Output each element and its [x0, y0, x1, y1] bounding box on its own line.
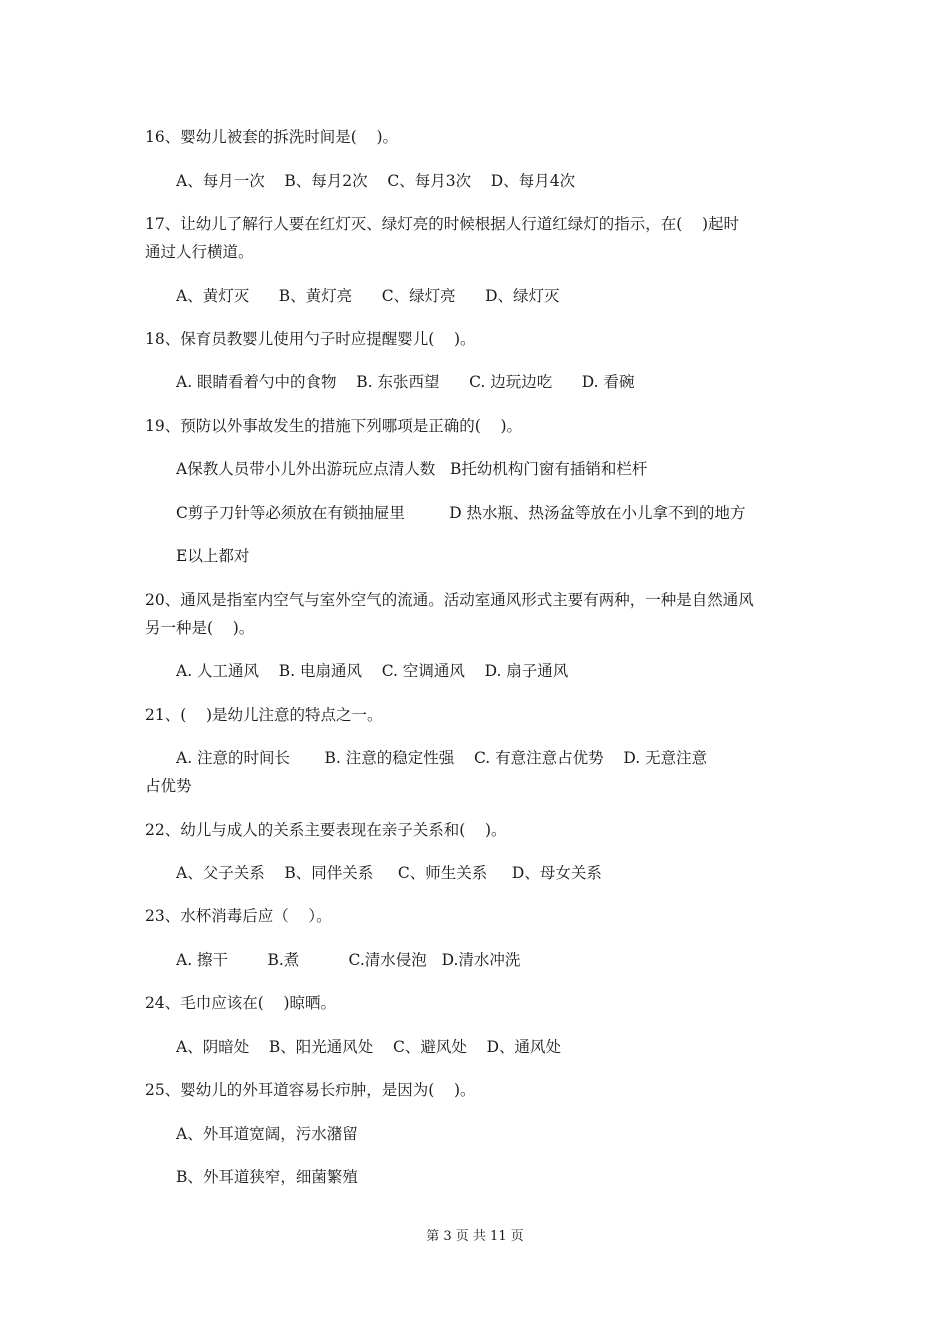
question-17: 17、让幼儿了解行人要在红灯灭、绿灯亮的时候根据人行道红绿灯的指示，在( )起时: [145, 215, 740, 233]
question-22: 22、幼儿与成人的关系主要表现在亲子关系和( )。: [145, 821, 507, 839]
question-19: 19、预防以外事故发生的措施下列哪项是正确的( )。: [145, 417, 523, 435]
question-23-options: A. 擦干 B.煮 C.清水侵泡 D.清水冲洗: [176, 951, 521, 969]
question-21-options: A. 注意的时间长 B. 注意的稳定性强 C. 有意注意占优势 D. 无意注意: [176, 749, 708, 767]
question-19-options-ab: A保教人员带小儿外出游玩应点清人数 B托幼机构门窗有插销和栏杆: [176, 460, 648, 478]
question-21: 21、( )是幼儿注意的特点之一。: [145, 706, 383, 724]
question-25-option-a: A、外耳道宽阔，污水潴留: [176, 1125, 358, 1143]
question-24-options: A、阴暗处 B、阳光通风处 C、避风处 D、通风处: [176, 1038, 561, 1056]
question-16: 16、婴幼儿被套的拆洗时间是( )。: [145, 128, 399, 146]
question-21-options-continued: 占优势: [145, 777, 192, 795]
question-20: 20、通风是指室内空气与室外空气的流通。活动室通风形式主要有两种，一种是自然通风: [145, 591, 754, 609]
page-number-footer: 第 3 页 共 11 页: [426, 1229, 524, 1244]
question-24: 24、毛巾应该在( )晾晒。: [145, 994, 337, 1012]
question-22-options: A、父子关系 B、同伴关系 C、师生关系 D、母女关系: [176, 864, 602, 882]
question-19-option-e: E以上都对: [176, 547, 250, 565]
question-20-continued: 另一种是( )。: [145, 619, 255, 637]
question-18-options: A. 眼睛看着勺中的食物 B. 东张西望 C. 边玩边吃 D. 看碗: [176, 373, 635, 391]
question-16-options: A、每月一次 B、每月2次 C、每月3次 D、每月4次: [176, 172, 576, 190]
question-25-option-b: B、外耳道狭窄，细菌繁殖: [176, 1168, 358, 1186]
question-18: 18、保育员教婴儿使用勺子时应提醒婴儿( )。: [145, 330, 476, 348]
question-23: 23、水杯消毒后应（ ）。: [145, 907, 332, 925]
question-25: 25、婴幼儿的外耳道容易长疖肿，是因为( )。: [145, 1081, 476, 1099]
question-17-continued: 通过人行横道。: [145, 243, 254, 261]
question-20-options: A. 人工通风 B. 电扇通风 C. 空调通风 D. 扇子通风: [176, 662, 569, 680]
question-17-options: A、黄灯灭 B、黄灯亮 C、绿灯亮 D、绿灯灭: [176, 287, 560, 305]
question-19-options-cd: C剪子刀针等必须放在有锁抽屉里 D 热水瓶、热汤盆等放在小儿拿不到的地方: [176, 504, 746, 522]
